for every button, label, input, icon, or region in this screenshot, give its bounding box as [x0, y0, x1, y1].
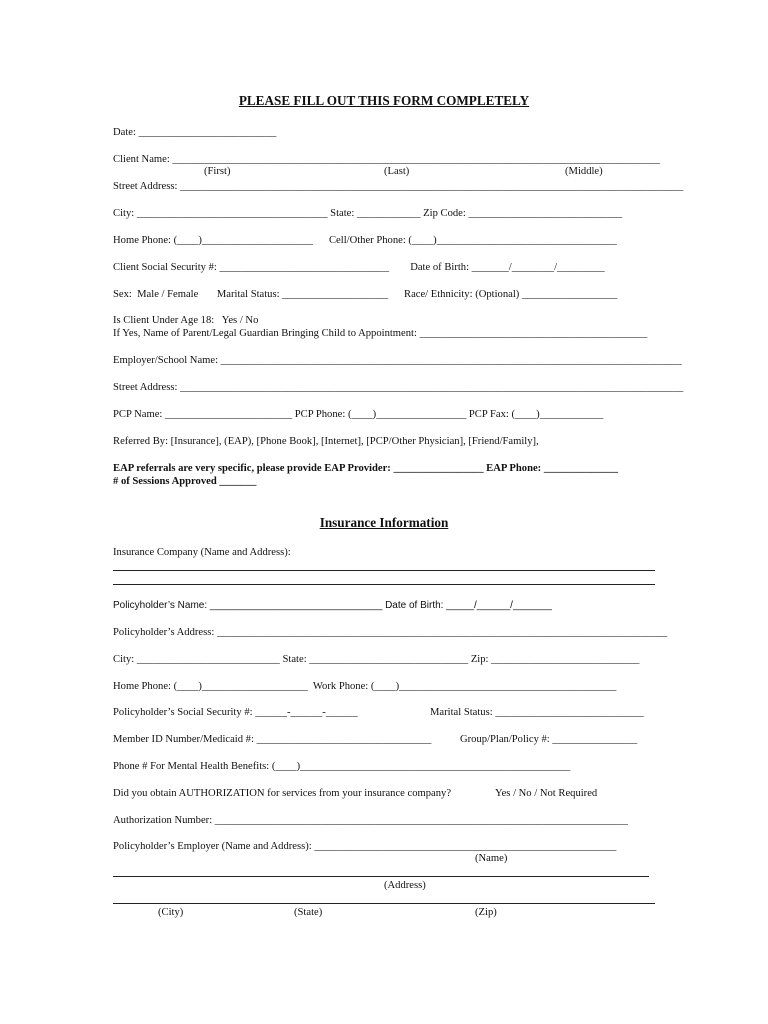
date-field[interactable]: Date: __________________________ [113, 127, 277, 138]
sex-marital-race-fields[interactable]: Sex: Male / Female Marital Status: ____________________ Race/ Ethnicity: (Optional) __________________ [113, 289, 618, 300]
employer-zip-hint: (Zip) [475, 907, 497, 918]
form-title: PLEASE FILL OUT THIS FORM COMPLETELY [238, 93, 530, 108]
client-name-field[interactable]: Client Name: ____________________________________________________________________________________________ [113, 154, 660, 165]
member-id-field[interactable]: Member ID Number/Medicaid #: _________________________________ [113, 734, 432, 745]
ins-marital-field[interactable]: Marital Status: ____________________________ [430, 707, 644, 718]
eap-provider-field[interactable]: EAP referrals are very specific, please provide EAP Provider: _________________ EAP Phone: ______________ [113, 463, 619, 474]
employer-line-1[interactable] [113, 876, 649, 877]
employer-address-hint: (Address) [384, 880, 426, 891]
employer-name-hint: (Name) [475, 853, 508, 864]
employer-state-hint: (State) [294, 907, 323, 918]
ins-city-state-zip-field[interactable]: City: ___________________________ State: ______________________________ Zip: ____________________________ [113, 654, 640, 665]
street-address-2-field[interactable]: Street Address: _______________________________________________________________________________________________ [113, 382, 684, 393]
policyholder-ssn-field[interactable]: Policyholder’s Social Security #: ______-______-______ [113, 707, 358, 718]
insurance-company-line-1[interactable] [113, 570, 655, 571]
mh-benefits-phone-field[interactable]: Phone # For Mental Health Benefits: (____)___________________________________________________ [113, 761, 571, 772]
employer-line-2[interactable] [113, 903, 655, 904]
under-18-question[interactable]: Is Client Under Age 18: Yes / No [113, 315, 259, 326]
street-address-field[interactable]: Street Address: _______________________________________________________________________________________________ [113, 181, 684, 192]
authorization-options[interactable]: Yes / No / Not Required [495, 788, 598, 799]
guardian-field[interactable]: If Yes, Name of Parent/Legal Guardian Bringing Child to Appointment: ___________________________________________ [113, 328, 648, 339]
insurance-heading: Insurance Information [319, 515, 449, 530]
insurance-company-line-2[interactable] [113, 584, 655, 585]
authorization-number-field[interactable]: Authorization Number: ______________________________________________________________________________ [113, 815, 628, 826]
employer-city-hint: (City) [158, 907, 184, 918]
name-hint-first: (First) [204, 166, 231, 177]
pcp-fields[interactable]: PCP Name: ________________________ PCP Phone: (____)_________________ PCP Fax: (____)____________ [113, 409, 604, 420]
insurance-company-label: Insurance Company (Name and Address): [113, 547, 291, 558]
name-hint-last: (Last) [384, 166, 410, 177]
ins-phone-fields[interactable]: Home Phone: (____)____________________ Work Phone: (____)_________________________________________ [113, 681, 617, 692]
eap-sessions-field[interactable]: # of Sessions Approved _______ [113, 476, 257, 487]
city-state-zip-field[interactable]: City: ____________________________________ State: ____________ Zip Code: _____________________________ [113, 208, 623, 219]
policyholder-name-field[interactable]: Policyholder’s Name: _______________________________ Date of Birth: _____/______/_______ [113, 600, 552, 611]
name-hint-middle: (Middle) [565, 166, 603, 177]
policyholder-address-field[interactable]: Policyholder’s Address: _____________________________________________________________________________________ [113, 627, 668, 638]
phone-fields[interactable]: Home Phone: (____)_____________________ Cell/Other Phone: (____)__________________________________ [113, 235, 617, 246]
ssn-dob-fields[interactable]: Client Social Security #: ________________________________ Date of Birth: _______/________/_________ [113, 262, 605, 273]
group-plan-field[interactable]: Group/Plan/Policy #: ________________ [460, 734, 638, 745]
authorization-question: Did you obtain AUTHORIZATION for services from your insurance company? [113, 788, 452, 799]
employer-school-field[interactable]: Employer/School Name: _______________________________________________________________________________________ [113, 355, 682, 366]
policyholder-employer-field[interactable]: Policyholder’s Employer (Name and Address): _________________________________________________________ [113, 841, 617, 852]
referred-by-line: Referred By: [Insurance], (EAP), [Phone Book], [Internet], [PCP/Other Physician], [Friend/Family], [113, 436, 539, 447]
